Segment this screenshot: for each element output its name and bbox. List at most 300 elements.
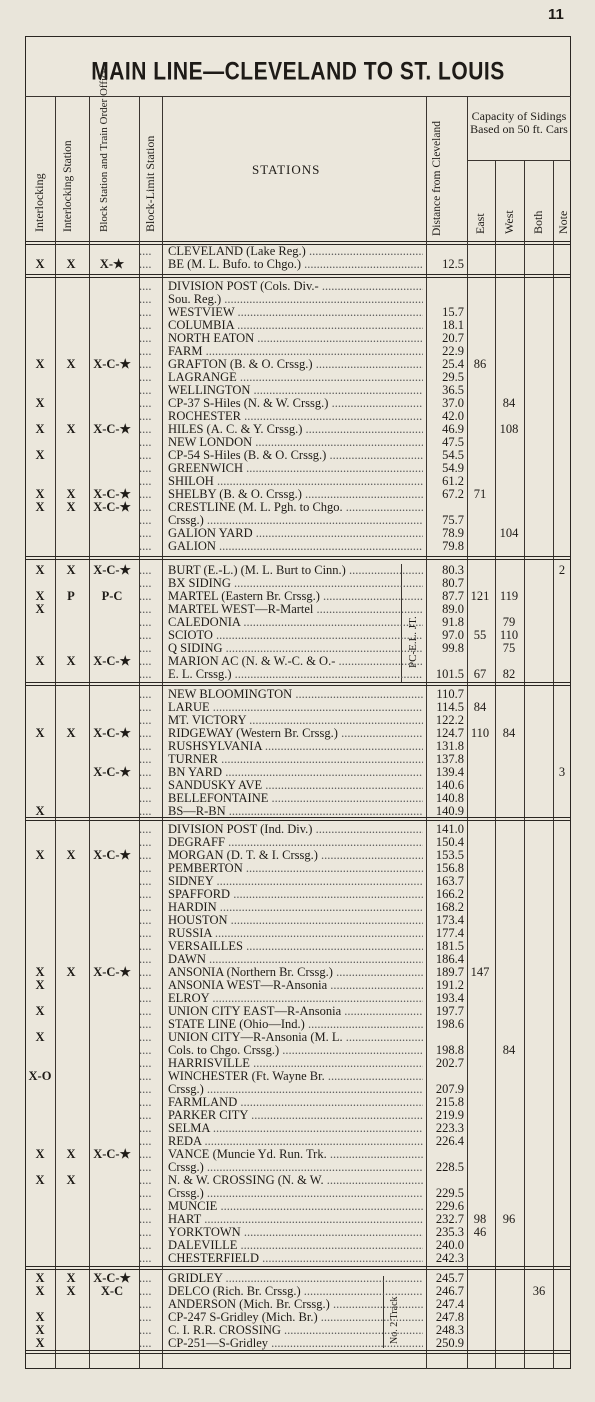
block-station-cell: X-C-★	[93, 726, 131, 740]
block-station-cell: X-C	[100, 1284, 124, 1298]
block-limit-cell: ....	[139, 978, 152, 992]
distance-cell: 12.5	[442, 257, 464, 271]
distance-cell: 54.9	[442, 461, 464, 475]
interlocking-cell: X	[35, 848, 45, 862]
block-limit-cell: ....	[139, 1147, 152, 1161]
station-name: DEGRAFF .....	[168, 836, 423, 849]
distance-cell: 177.4	[435, 926, 464, 940]
station-name: LAGRANGE .....	[168, 371, 423, 384]
table-row	[25, 862, 571, 875]
block-limit-cell: ....	[139, 991, 152, 1005]
block-limit-cell: ....	[139, 474, 152, 488]
distance-cell: 110.7	[436, 687, 464, 701]
block-limit-cell: ....	[139, 1251, 152, 1265]
header-distance: Distance from Cleveland	[431, 121, 443, 236]
distance-cell: 166.2	[435, 887, 464, 901]
station-name: WINCHESTER (Ft. Wayne Br. .....	[168, 1070, 423, 1083]
east-capacity-cell: 121	[470, 589, 490, 603]
block-limit-cell: ....	[139, 1121, 152, 1135]
distance-cell: 122.2	[435, 713, 464, 727]
block-limit-cell: ....	[139, 396, 152, 410]
table-row	[25, 992, 571, 1005]
station-name: CP-54 S-Hiles (B. & O. Crssg.) .....	[168, 449, 423, 462]
station-name: PEMBERTON .....	[168, 862, 423, 875]
station-name: MARTEL (Eastern Br. Crssg.) .....	[168, 590, 423, 603]
distance-cell: 25.4	[442, 357, 464, 371]
interlocking-cell: X-O	[28, 1069, 52, 1083]
section-rule-1	[25, 274, 571, 278]
station-name: Cols. to Chgo. Crssg.) .....	[168, 1044, 423, 1057]
block-station-cell: X-★	[99, 257, 125, 271]
distance-cell: 140.8	[435, 791, 464, 805]
station-name: N. & W. CROSSING (N. & W. .....	[168, 1174, 423, 1187]
distance-cell: 140.9	[435, 804, 464, 818]
table-row	[25, 306, 571, 319]
table-row	[25, 914, 571, 927]
table-row	[25, 655, 571, 668]
station-name: VANCE (Muncie Yd. Run. Trk. .....	[168, 1148, 423, 1161]
table-row	[25, 449, 571, 462]
distance-cell: 47.5	[442, 435, 464, 449]
west-capacity-cell: 84	[502, 726, 516, 740]
distance-cell: 54.5	[442, 448, 464, 462]
page-number: 11	[548, 6, 564, 23]
block-limit-cell: ....	[139, 357, 152, 371]
table-row	[25, 1337, 571, 1350]
block-limit-cell: ....	[139, 1108, 152, 1122]
distance-cell: 124.7	[435, 726, 464, 740]
distance-cell: 153.5	[435, 848, 464, 862]
table-row	[25, 805, 571, 818]
block-station-cell: X-C-★	[93, 422, 131, 436]
block-limit-cell: ....	[139, 1199, 152, 1213]
distance-cell: 229.5	[435, 1186, 464, 1200]
block-limit-cell: ....	[139, 257, 152, 271]
interlocking-station-cell: X	[66, 848, 76, 862]
distance-cell: 114.5	[436, 700, 464, 714]
table-row	[25, 629, 571, 642]
distance-cell: 197.7	[435, 1004, 464, 1018]
block-limit-cell: ....	[139, 1212, 152, 1226]
bracket-pc-el-label: PC-E.L. JT.	[407, 616, 419, 668]
block-limit-cell: ....	[139, 1160, 152, 1174]
capacity-header-rule	[467, 160, 571, 161]
west-capacity-cell: 96	[502, 1212, 516, 1226]
table-row	[25, 740, 571, 753]
station-name: SHILOH .....	[168, 475, 423, 488]
distance-cell: 189.7	[435, 965, 464, 979]
station-name: LARUE .....	[168, 701, 423, 714]
block-station-cell: X-C-★	[93, 654, 131, 668]
station-name: GALION .....	[168, 540, 423, 553]
block-limit-cell: ....	[139, 279, 152, 293]
interlocking-station-cell: X	[66, 965, 76, 979]
distance-cell: 202.7	[435, 1056, 464, 1070]
interlocking-cell: X	[35, 1030, 45, 1044]
block-limit-cell: ....	[139, 487, 152, 501]
table-row	[25, 1018, 571, 1031]
block-limit-cell: ....	[139, 318, 152, 332]
station-name: HOUSTON .....	[168, 914, 423, 927]
block-limit-cell: ....	[139, 804, 152, 818]
station-name: SHELBY (B. & O. Crssg.) .....	[168, 488, 423, 501]
both-capacity-cell: 36	[532, 1284, 546, 1298]
station-name: SELMA .....	[168, 1122, 423, 1135]
distance-cell: 219.9	[435, 1108, 464, 1122]
interlocking-cell: X	[35, 804, 45, 818]
block-station-cell: P-C	[101, 589, 123, 603]
distance-cell: 101.5	[435, 667, 464, 681]
station-name: RUSSIA .....	[168, 927, 423, 940]
block-limit-cell: ....	[139, 331, 152, 345]
interlocking-cell: X	[35, 654, 45, 668]
station-name: SPAFFORD .....	[168, 888, 423, 901]
block-limit-cell: ....	[139, 615, 152, 629]
station-name: ROCHESTER .....	[168, 410, 423, 423]
header-both: Both	[531, 210, 545, 234]
distance-cell: 193.4	[435, 991, 464, 1005]
station-name: DIVISION POST (Ind. Div.) .....	[168, 823, 423, 836]
interlocking-cell: X	[35, 1323, 45, 1337]
station-name: ANDERSON (Mich. Br. Crssg.) .....	[168, 1298, 423, 1311]
interlocking-cell: X	[35, 357, 45, 371]
distance-cell: 61.2	[442, 474, 464, 488]
table-row	[25, 616, 571, 629]
station-name: DALEVILLE .....	[168, 1239, 423, 1252]
table-row	[25, 1311, 571, 1324]
table-row	[25, 501, 571, 514]
station-name: NEW BLOOMINGTON .....	[168, 688, 423, 701]
header-interlocking: Interlocking	[32, 173, 46, 232]
distance-cell: 22.9	[442, 344, 464, 358]
station-name: NORTH EATON .....	[168, 332, 423, 345]
header-block-station: Block Station and Train Order Office	[98, 68, 110, 232]
table-row	[25, 564, 571, 577]
distance-cell: 226.4	[435, 1134, 464, 1148]
header-note: Note	[556, 210, 570, 234]
table-row	[25, 1252, 571, 1265]
station-name: DIVISION POST (Cols. Div.- .....	[168, 280, 423, 293]
section-rule-5	[25, 1266, 571, 1270]
table-row	[25, 603, 571, 616]
east-capacity-cell: 98	[473, 1212, 487, 1226]
block-station-cell: X-C-★	[93, 357, 131, 371]
interlocking-cell: X	[35, 978, 45, 992]
block-limit-cell: ....	[139, 778, 152, 792]
block-limit-cell: ....	[139, 576, 152, 590]
distance-cell: 139.4	[435, 765, 464, 779]
east-capacity-cell: 147	[470, 965, 490, 979]
interlocking-cell: X	[35, 589, 45, 603]
distance-cell: 97.0	[442, 628, 464, 642]
block-limit-cell: ....	[139, 589, 152, 603]
station-name: GREENWICH .....	[168, 462, 423, 475]
station-name: DELCO (Rich. Br. Crssg.) .....	[168, 1285, 423, 1298]
interlocking-cell: X	[35, 396, 45, 410]
station-name: Crssg.) .....	[168, 1187, 423, 1200]
block-limit-cell: ....	[139, 602, 152, 616]
station-name: HILES (A. C. & Y. Crssg.) .....	[168, 423, 423, 436]
table-row	[25, 384, 571, 397]
distance-cell: 250.9	[435, 1336, 464, 1350]
east-capacity-cell: 67	[473, 667, 487, 681]
west-capacity-cell: 84	[502, 396, 516, 410]
east-capacity-cell: 84	[473, 700, 487, 714]
station-name: CP-251—S-Gridley .....	[168, 1337, 423, 1350]
table-row	[25, 1070, 571, 1083]
block-limit-cell: ....	[139, 370, 152, 384]
table-row	[25, 668, 571, 681]
table-row	[25, 966, 571, 979]
table-row	[25, 701, 571, 714]
block-limit-cell: ....	[139, 1030, 152, 1044]
table-row	[25, 293, 571, 306]
block-limit-cell: ....	[139, 1310, 152, 1324]
block-limit-cell: ....	[139, 1056, 152, 1070]
station-name: WELLINGTON .....	[168, 384, 423, 397]
block-limit-cell: ....	[139, 1336, 152, 1350]
distance-cell: 89.0	[442, 602, 464, 616]
table-row	[25, 1324, 571, 1337]
table-row	[25, 1005, 571, 1018]
block-limit-cell: ....	[139, 726, 152, 740]
station-name: E. L. Crssg.) .....	[168, 668, 423, 681]
block-limit-cell: ....	[139, 1186, 152, 1200]
distance-cell: 137.8	[435, 752, 464, 766]
table-row	[25, 727, 571, 740]
distance-cell: 91.8	[442, 615, 464, 629]
station-name: GRAFTON (B. & O. Crssg.) .....	[168, 358, 423, 371]
distance-cell: 229.6	[435, 1199, 464, 1213]
station-name: UNION CITY EAST—R-Ansonia .....	[168, 1005, 423, 1018]
block-limit-cell: ....	[139, 641, 152, 655]
distance-cell: 141.0	[435, 822, 464, 836]
interlocking-cell: X	[35, 1173, 45, 1187]
distance-cell: 36.5	[442, 383, 464, 397]
distance-cell: 80.7	[442, 576, 464, 590]
interlocking-station-cell: X	[66, 1271, 76, 1285]
distance-cell: 240.0	[435, 1238, 464, 1252]
interlocking-station-cell: X	[66, 654, 76, 668]
block-limit-cell: ....	[139, 654, 152, 668]
distance-cell: 215.8	[435, 1095, 464, 1109]
distance-cell: 198.6	[435, 1017, 464, 1031]
station-name: RUSHSYLVANIA .....	[168, 740, 423, 753]
station-name: MT. VICTORY .....	[168, 714, 423, 727]
header-interlocking-station: Interlocking Station	[62, 140, 74, 232]
table-row	[25, 1213, 571, 1226]
block-limit-cell: ....	[139, 244, 152, 258]
interlocking-station-cell: X	[66, 726, 76, 740]
interlocking-cell: X	[35, 563, 45, 577]
distance-cell: 46.9	[442, 422, 464, 436]
table-row	[25, 540, 571, 553]
east-capacity-cell: 86	[473, 357, 487, 371]
table-row	[25, 1109, 571, 1122]
distance-cell: 168.2	[435, 900, 464, 914]
header-stations: STATIONS	[252, 162, 321, 177]
block-limit-cell: ....	[139, 1134, 152, 1148]
table-row	[25, 258, 571, 271]
station-name: FARMLAND .....	[168, 1096, 423, 1109]
station-name: WESTVIEW .....	[168, 306, 423, 319]
block-limit-cell: ....	[139, 713, 152, 727]
distance-cell: 181.5	[435, 939, 464, 953]
west-capacity-cell: 75	[502, 641, 516, 655]
table-row	[25, 436, 571, 449]
block-limit-cell: ....	[139, 835, 152, 849]
distance-cell: 37.0	[442, 396, 464, 410]
station-name: BELLEFONTAINE .....	[168, 792, 423, 805]
block-limit-cell: ....	[139, 848, 152, 862]
east-capacity-cell: 71	[473, 487, 487, 501]
block-limit-cell: ....	[139, 900, 152, 914]
header-capacity: Capacity of Sidings Based on 50 ft. Cars	[470, 109, 568, 136]
interlocking-station-cell: X	[66, 1284, 76, 1298]
block-station-cell: X-C-★	[93, 1271, 131, 1285]
table-row	[25, 462, 571, 475]
interlocking-station-cell: X	[66, 357, 76, 371]
distance-cell: 247.8	[435, 1310, 464, 1324]
interlocking-station-cell: X	[66, 487, 76, 501]
block-limit-cell: ....	[139, 1284, 152, 1298]
block-limit-cell: ....	[139, 1173, 152, 1187]
station-name: HARRISVILLE .....	[168, 1057, 423, 1070]
section-rule-3	[25, 682, 571, 686]
block-limit-cell: ....	[139, 752, 152, 766]
block-limit-cell: ....	[139, 526, 152, 540]
header-west: West	[502, 210, 516, 234]
station-name: Sou. Reg.) .....	[168, 293, 423, 306]
table-row	[25, 823, 571, 836]
interlocking-cell: X	[35, 1336, 45, 1350]
station-name: NEW LONDON .....	[168, 436, 423, 449]
block-limit-cell: ....	[139, 344, 152, 358]
block-limit-cell: ....	[139, 1271, 152, 1285]
distance-cell: 163.7	[435, 874, 464, 888]
block-limit-cell: ....	[139, 952, 152, 966]
distance-cell: 75.7	[442, 513, 464, 527]
block-station-cell: X-C-★	[93, 487, 131, 501]
table-row	[25, 319, 571, 332]
block-station-cell: X-C-★	[93, 965, 131, 979]
west-capacity-cell: 82	[502, 667, 516, 681]
station-name: CP-37 S-Hiles (N. & W. Crssg.) .....	[168, 397, 423, 410]
block-limit-cell: ....	[139, 539, 152, 553]
table-row	[25, 590, 571, 603]
table-row	[25, 1285, 571, 1298]
block-limit-cell: ....	[139, 739, 152, 753]
bottom-rule	[25, 1350, 571, 1354]
distance-cell: 248.3	[435, 1323, 464, 1337]
interlocking-station-cell: X	[66, 1173, 76, 1187]
table-row	[25, 779, 571, 792]
table-row	[25, 1044, 571, 1057]
west-capacity-cell: 110	[499, 628, 519, 642]
table-row	[25, 1200, 571, 1213]
station-name: Crssg.) .....	[168, 1161, 423, 1174]
block-station-cell: X-C-★	[93, 848, 131, 862]
station-name: SCIOTO .....	[168, 629, 423, 642]
distance-cell: 207.9	[435, 1082, 464, 1096]
table-row	[25, 1187, 571, 1200]
interlocking-cell: X	[35, 257, 45, 271]
table-row	[25, 1161, 571, 1174]
block-limit-cell: ....	[139, 513, 152, 527]
block-limit-cell: ....	[139, 628, 152, 642]
block-limit-cell: ....	[139, 913, 152, 927]
interlocking-station-cell: X	[66, 563, 76, 577]
block-limit-cell: ....	[139, 1225, 152, 1239]
station-name: DAWN .....	[168, 953, 423, 966]
interlocking-cell: X	[35, 448, 45, 462]
block-limit-cell: ....	[139, 939, 152, 953]
distance-cell: 228.5	[435, 1160, 464, 1174]
station-name: SANDUSKY AVE .....	[168, 779, 423, 792]
table-row	[25, 1031, 571, 1044]
distance-cell: 15.7	[442, 305, 464, 319]
distance-cell: 173.4	[435, 913, 464, 927]
interlocking-station-cell: X	[66, 422, 76, 436]
block-limit-cell: ....	[139, 887, 152, 901]
block-limit-cell: ....	[139, 1095, 152, 1109]
station-name: BS—R-BN .....	[168, 805, 423, 818]
bracket-no2-label: No. 2 Track	[389, 1296, 400, 1344]
station-name: COLUMBIA .....	[168, 319, 423, 332]
table-row	[25, 901, 571, 914]
station-name: YORKTOWN .....	[168, 1226, 423, 1239]
station-name: CP-247 S-Gridley (Mich. Br.) .....	[168, 1311, 423, 1324]
west-capacity-cell: 79	[502, 615, 516, 629]
table-row	[25, 527, 571, 540]
east-capacity-cell: 55	[473, 628, 487, 642]
interlocking-cell: X	[35, 1271, 45, 1285]
block-limit-cell: ....	[139, 765, 152, 779]
station-name: BE (M. L. Bufo. to Chgo.) .....	[168, 258, 423, 271]
distance-cell: 198.8	[435, 1043, 464, 1057]
distance-cell: 186.4	[435, 952, 464, 966]
table-row	[25, 332, 571, 345]
interlocking-cell: X	[35, 422, 45, 436]
block-station-cell: X-C-★	[93, 563, 131, 577]
station-name: REDA .....	[168, 1135, 423, 1148]
distance-cell: 247.4	[435, 1297, 464, 1311]
table-row	[25, 1148, 571, 1161]
west-capacity-cell: 108	[499, 422, 519, 436]
station-name: UNION CITY—R-Ansonia (M. L. .....	[168, 1031, 423, 1044]
interlocking-cell: X	[35, 1147, 45, 1161]
block-limit-cell: ....	[139, 861, 152, 875]
table-row	[25, 1239, 571, 1252]
station-name: VERSAILLES .....	[168, 940, 423, 953]
table-row	[25, 1122, 571, 1135]
header-east: East	[473, 213, 487, 234]
block-limit-cell: ....	[139, 1004, 152, 1018]
block-station-cell: X-C-★	[93, 765, 131, 779]
station-name: SIDNEY .....	[168, 875, 423, 888]
distance-cell: 20.7	[442, 331, 464, 345]
block-limit-cell: ....	[139, 409, 152, 423]
block-limit-cell: ....	[139, 435, 152, 449]
station-name: Crssg.) .....	[168, 1083, 423, 1096]
block-limit-cell: ....	[139, 563, 152, 577]
table-row	[25, 1096, 571, 1109]
block-station-cell: X-C-★	[93, 500, 131, 514]
station-name: HART .....	[168, 1213, 423, 1226]
page-title: MAIN LINE—CLEVELAND TO ST. LOUIS	[91, 58, 505, 86]
station-name: Q SIDING .....	[168, 642, 423, 655]
station-name: FARM .....	[168, 345, 423, 358]
